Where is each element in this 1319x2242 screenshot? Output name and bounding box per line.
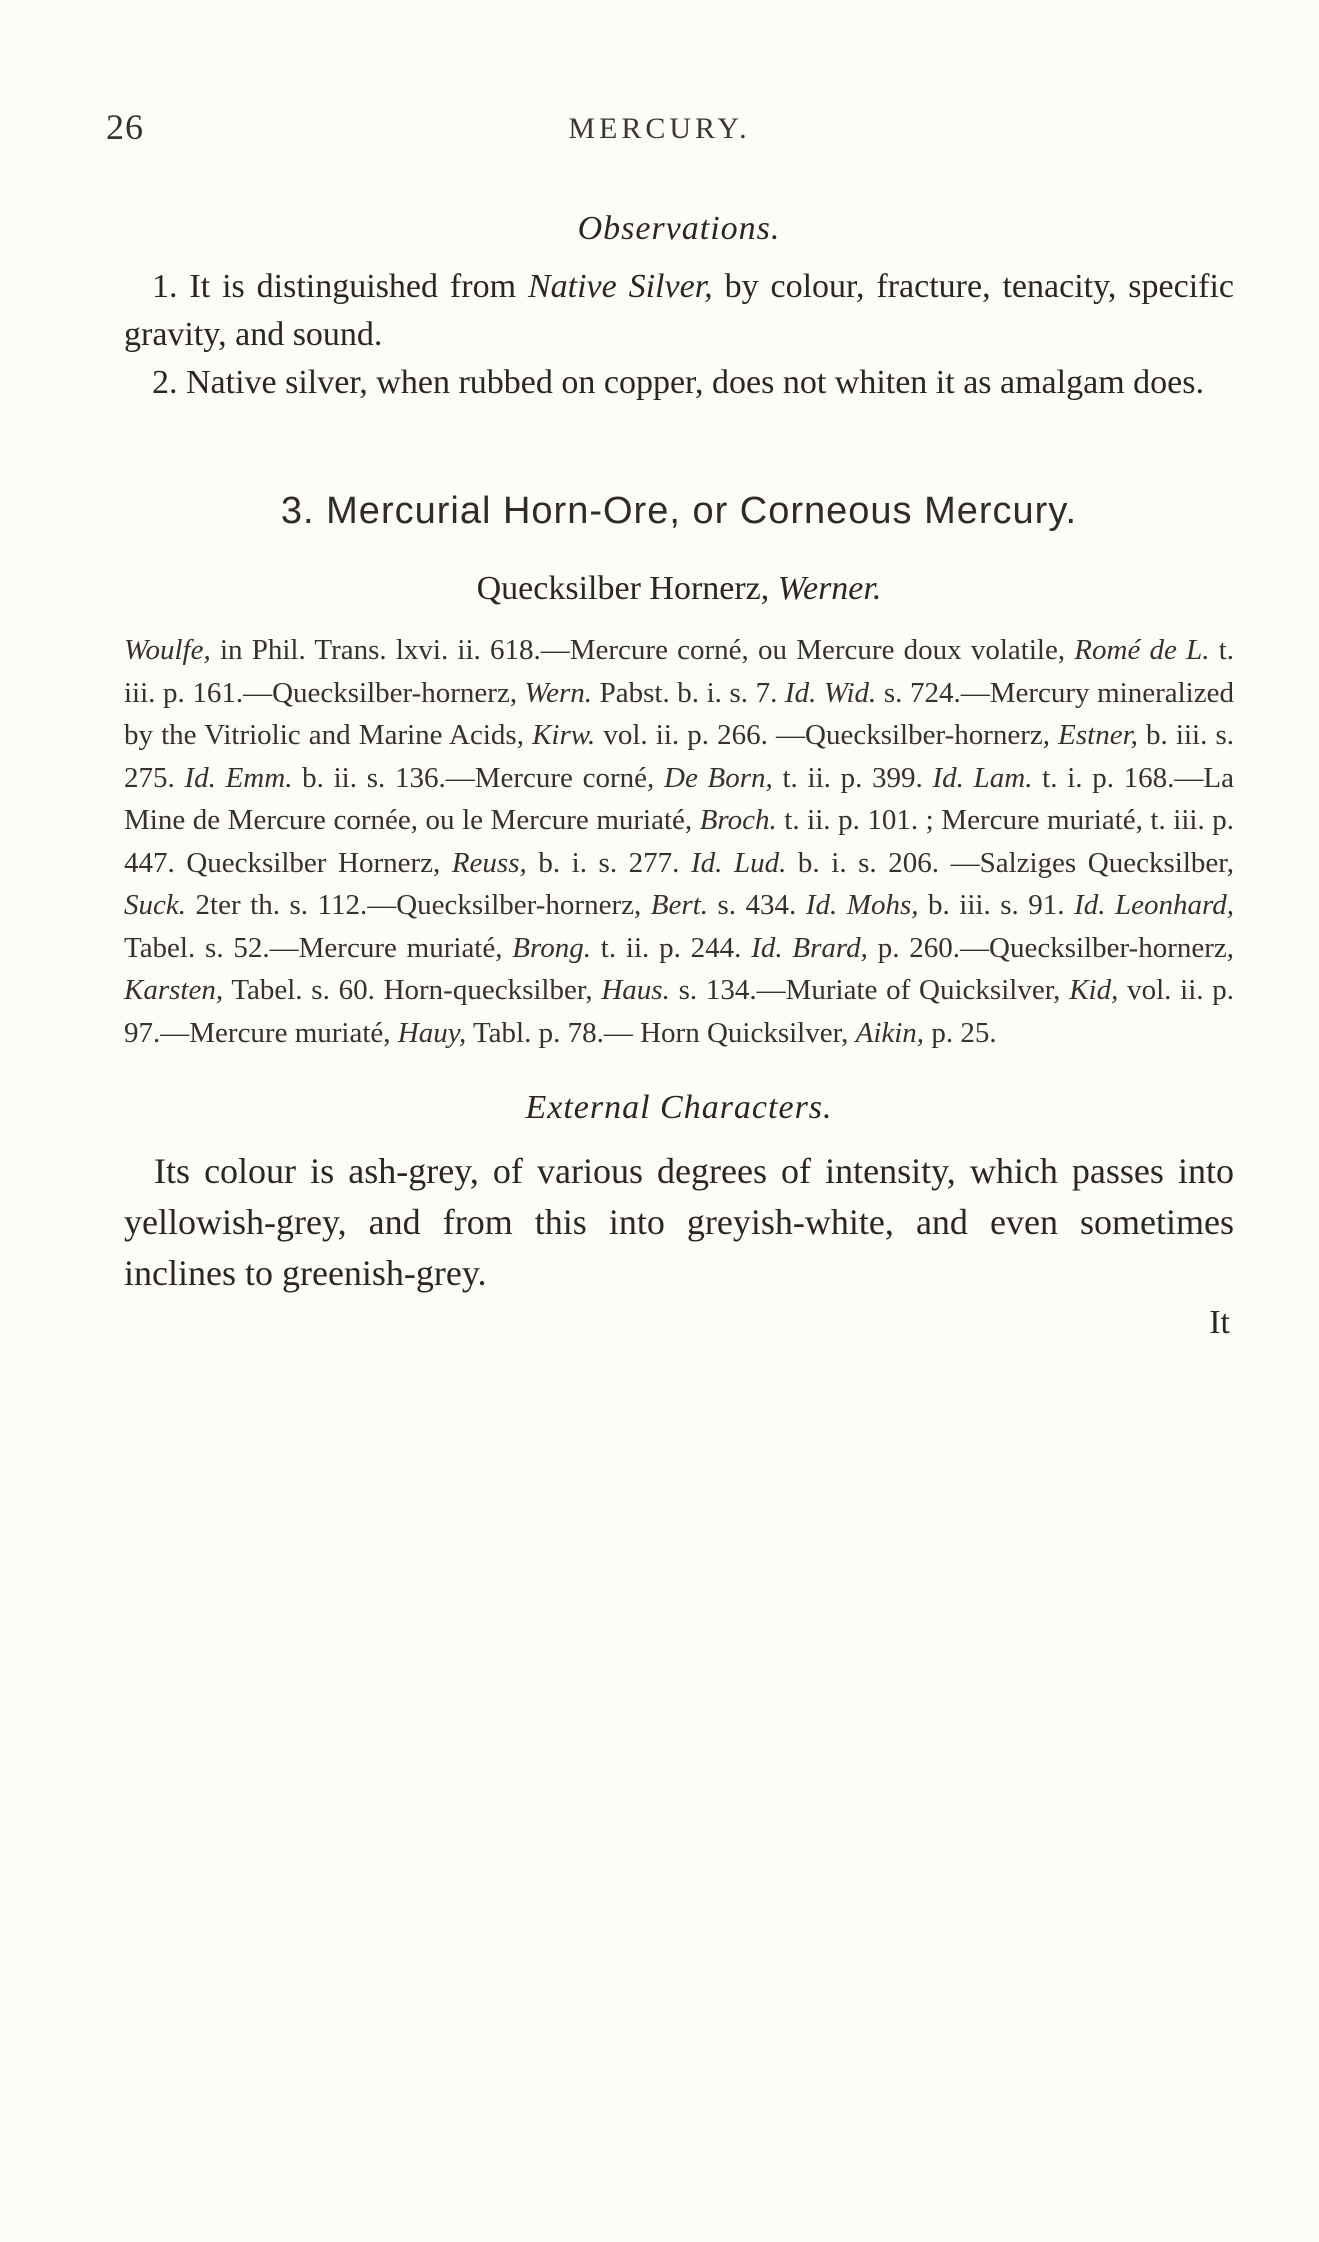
synonymy-author: Hauy, <box>397 1016 467 1049</box>
synonymy-text: s. 134.—Muriate of Quicksilver, <box>669 974 1070 1006</box>
synonymy-author: Id. Emm. <box>184 761 293 794</box>
synonymy-author: Id. Lam. <box>932 761 1033 794</box>
german-name-author: Werner. <box>777 570 882 607</box>
observation-1 <box>124 263 1234 359</box>
observation-1-italic: Native Silver, <box>527 268 713 305</box>
synonymy-text: b. i. s. 277. <box>526 846 691 879</box>
synonymy-author: Bert. <box>650 889 708 921</box>
synonymy-author: Karsten, <box>124 974 224 1006</box>
synonymy-text: s. 434. <box>707 889 806 921</box>
observation-2: 2. Native silver, when rubbed on copper, does not whiten it as amalgam does. <box>152 364 1204 401</box>
observation-1-number: 1. <box>152 268 178 305</box>
synonymy-author: Kid, <box>1069 974 1119 1006</box>
species-heading: 3. Mercurial Horn-Ore, or Corneous Mercury. <box>280 490 1078 532</box>
synonymy-text: Tabel. s. 52.—Mercure muriaté, <box>124 931 513 964</box>
synonymy-text: b. iii. s. 91. <box>918 889 1075 921</box>
synonymy-text: 2ter th. s. 112.—Quecksilber-hornerz, <box>186 889 651 921</box>
synonymy-text: s. 724.—Mercury mineralized by the Vitriolic and Marine Acids, <box>124 676 1234 751</box>
synonymy-text: Pabst. b. i. s. 7. <box>592 676 785 709</box>
synonymy-author: Id. Leonhard, <box>1074 889 1234 921</box>
synonymy-author: Id. Brard, <box>751 931 868 964</box>
external-characters-text: Its colour is ash-grey, of various degrees of intensity, which passes into yellowish-grey, and from this into greyish-white, and even sometimes inclines to greenish-grey. <box>124 1151 1234 1293</box>
page-number: 26 <box>106 107 144 147</box>
running-head <box>0 106 1319 156</box>
observation-1-text-b: by colour, fracture, tenacity, specific gravity, and sound. <box>124 268 1235 353</box>
synonymy-text: p. 25. <box>924 1016 997 1049</box>
synonymy-author: Brong. <box>512 931 591 964</box>
synonymy-text: t. ii. p. 399. <box>772 761 933 794</box>
synonymy-author: Reuss, <box>451 846 527 879</box>
external-characters-heading: External Characters. <box>525 1089 833 1126</box>
observations-heading: Observations. <box>577 210 781 247</box>
page-content <box>124 205 1234 1347</box>
synonymy-text: vol. ii. p. 97.—Mercure muriaté, <box>124 974 1234 1049</box>
synonymy-author: Id. Wid. <box>784 676 877 709</box>
synonymy-author: De Born, <box>664 761 773 794</box>
synonymy-author: Broch. <box>699 804 777 836</box>
synonymy-text: b. ii. s. 136.—Mercure corné, <box>292 761 664 794</box>
synonymy-text: b. iii. s. 275. <box>124 719 1234 794</box>
synonymy-author: Kirw. <box>532 719 596 751</box>
synonymy-text: b. i. s. 206. —Salziges Quecksilber, <box>786 846 1234 879</box>
catchword: It <box>1209 1304 1230 1341</box>
synonymy-author: Id. Lud. <box>690 846 787 879</box>
synonymy-text: in Phil. Trans. lxvi. ii. 618.—Mercure corné, ou Mercure doux volatile, <box>210 634 1075 666</box>
synonymy-author: Aikin, <box>855 1016 925 1049</box>
synonymy-text: Tabel. s. 60. Horn-quecksilber, <box>223 974 602 1006</box>
observation-1-text-a: It is distinguished from <box>189 268 517 305</box>
synonymy-text: t. ii. p. 101. ; Mercure muriaté, t. iii. p. 447. Quecksilber Hornerz, <box>124 804 1234 879</box>
german-name-text: Quecksilber Hornerz, <box>476 570 770 607</box>
synonymy-text: t. i. p. 168.—La Mine de Mercure cornée, ou le Mercure muriaté, <box>124 761 1235 836</box>
synonymy-author: Id. Mohs, <box>805 889 919 921</box>
synonymy-author: Suck. <box>124 889 186 921</box>
synonymy-text: t. ii. p. 244. <box>590 931 752 964</box>
synonymy-paragraph <box>124 629 1234 1054</box>
synonymy-text: t. iii. p. 161.—Quecksilber-hornerz, <box>124 634 1234 709</box>
german-name <box>124 565 1234 613</box>
synonymy-author: Haus. <box>601 974 670 1006</box>
synonymy-text: p. 260.—Quecksilber-hornerz, <box>867 931 1235 964</box>
synonymy-author: Wern. <box>524 676 593 709</box>
running-head-title: MERCURY. <box>568 112 751 145</box>
synonymy-author: Romé de L. <box>1074 634 1210 666</box>
synonymy-author: Estner, <box>1058 719 1138 751</box>
synonymy-text: vol. ii. p. 266. —Quecksilber-hornerz, <box>595 719 1059 751</box>
synonymy-author: Woulfe, <box>124 634 211 666</box>
synonymy-text: Tabl. p. 78.— Horn Quicksilver, <box>466 1016 856 1049</box>
